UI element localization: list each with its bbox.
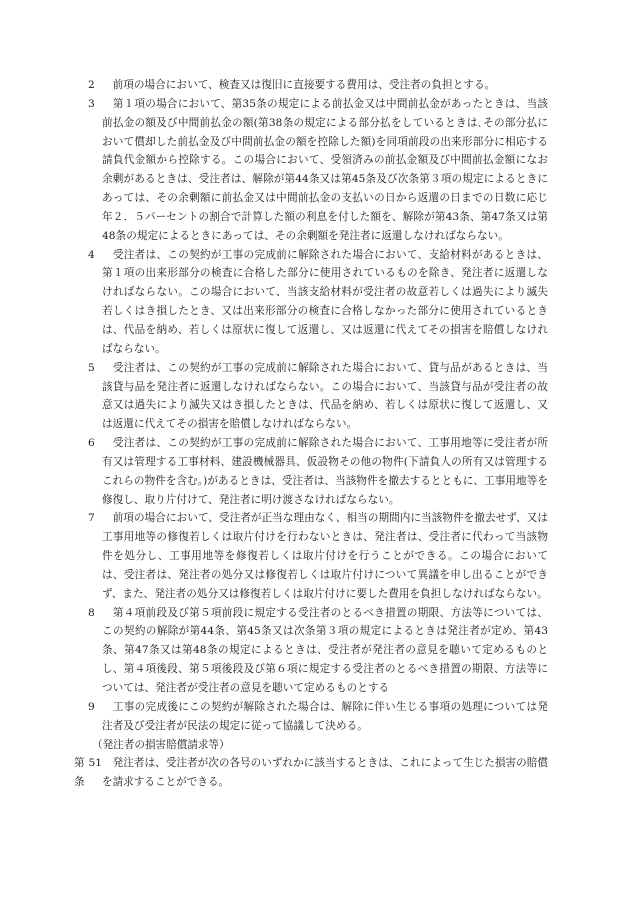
paragraph-4 [88,246,548,359]
paragraph-9 [88,698,548,736]
paragraph-text: 受注者は、この契約が工事の完成前に解除された場合において、支給材料があるときは、第１項の出来形部分の検査に合格した部分に使用されているものを除き、発注者に返還しなければならない。この場合において、当該支給材料が受注者の故意若しくは過失により滅失若しくはき損したとき、又は出来形部分の検査に合格しなかった部分に使用されているときは、代品を納め、若しくは原状に復して返還し、又は返還に代えてその損害を賠償しなければならない。 [102,248,548,355]
paragraph-text: 前項の場合において、受注者が正当な理由なく、相当の期間内に当該物件を撤去せず、又は工事用地等の修復若しくは取片付けを行わないときは、発注者は、受注者に代わって当該物件を処分し、工事用地等を修復若しくは取片付けを行うことができる。この場合においては、受注者は、発注者の処分又は修復若しくは取片付けについて異議を申し出ることができず、また、発注者の処分又は修復若しくは取片付けに要した費用を負担しなければならない。 [102,512,548,600]
paragraph-number: 9 [88,700,95,713]
article-heading: （発注者の損害賠償請求等） [92,738,230,751]
contract-text [74,76,548,792]
paragraph-number: 8 [88,606,95,619]
paragraph-3 [88,95,548,246]
paragraph-number: 3 [88,97,95,110]
paragraph-text: 第１項の場合において、第35条の規定による前払金又は中間前払金があったときは、当該前払金の額及び中間前払金の額(第38条の規定による部分払をしているときは､その部分払において償却した前払金及び中間前払金の額を控除した額)を同項前段の出来形部分に相応する請負代金額から控除する。この場合において、受領済みの前払金額及び中間前払金額になお余剰があるときは、受注者は、解除が第44条又は第45条及び次条第３項の規定によるときにあっては、その余剰額に前払金又は中間前払金の支払いの日から返還の日までの日数に応じ年２．５パーセントの割合で計算した額の利息を付した額を、解除が第43条、第47条又は第48条の規定によるときにあっては、その余剰額を発注者に返還しなければならない。 [102,97,548,242]
paragraph-2 [88,76,548,95]
article-51 [74,754,548,792]
paragraph-number: 2 [88,79,95,91]
paragraph-5 [88,359,548,434]
paragraph-number: 5 [88,361,95,374]
paragraph-text: 工事の完成後にこの契約が解除された場合は、解除に伴い生じる事項の処理については発注者及び受注者が民法の規定に従って協議して決める。 [102,700,548,732]
paragraph-number: 4 [88,248,95,261]
article-number: 第51条 [74,757,102,789]
paragraph-text: 第４項前段及び第５項前段に規定する受注者のとるべき措置の期限、方法等については、この契約の解除が第44条、第45条又は次条第３項の規定によるときは発注者が定め、第43条、第47条又は第48条の規定によるときは、受注者が発注者の意見を聴いて定めるものとし、第４項後段、第５項後段及び第６項に規定する受注者のとるべき措置の期限、方法等については、発注者が受注者の意見を聴いて定めるものとする [102,606,548,694]
paragraph-8 [88,604,548,698]
article-text: 発注者は、受注者が次の各号のいずれかに該当するときは、これによって生じた損害の賠償を請求することができる。 [102,757,548,789]
paragraph-number: 7 [88,512,95,525]
paragraph-7 [88,509,548,603]
paragraph-6 [88,434,548,509]
paragraph-number: 6 [88,437,95,450]
paragraph-text: 前項の場合において、検査又は復旧に直接要する費用は、受注者の負担とする。 [102,79,496,91]
paragraph-text: 受注者は、この契約が工事の完成前に解除された場合において、工事用地等に受注者が所有又は管理する工事材料、建設機械器具、仮設物その他の物件(下請負人の所有又は管理するこれらの物件を含む。)があるときは、受注者は、当該物件を撤去するとともに、工事用地等を修復し、取り片付けて、発注者に明け渡さなければならない。 [102,437,548,506]
paragraph-text: 受注者は、この契約が工事の完成前に解除された場合において、貸与品があるときは、当該貸与品を発注者に返還しなければならない。この場合において、当該貸与品が受注者の故意又は過失により滅失又はき損したときは、代品を納め、若しくは原状に復して返還し、又は返還に代えてその損害を賠償しなければならない。 [102,361,548,431]
